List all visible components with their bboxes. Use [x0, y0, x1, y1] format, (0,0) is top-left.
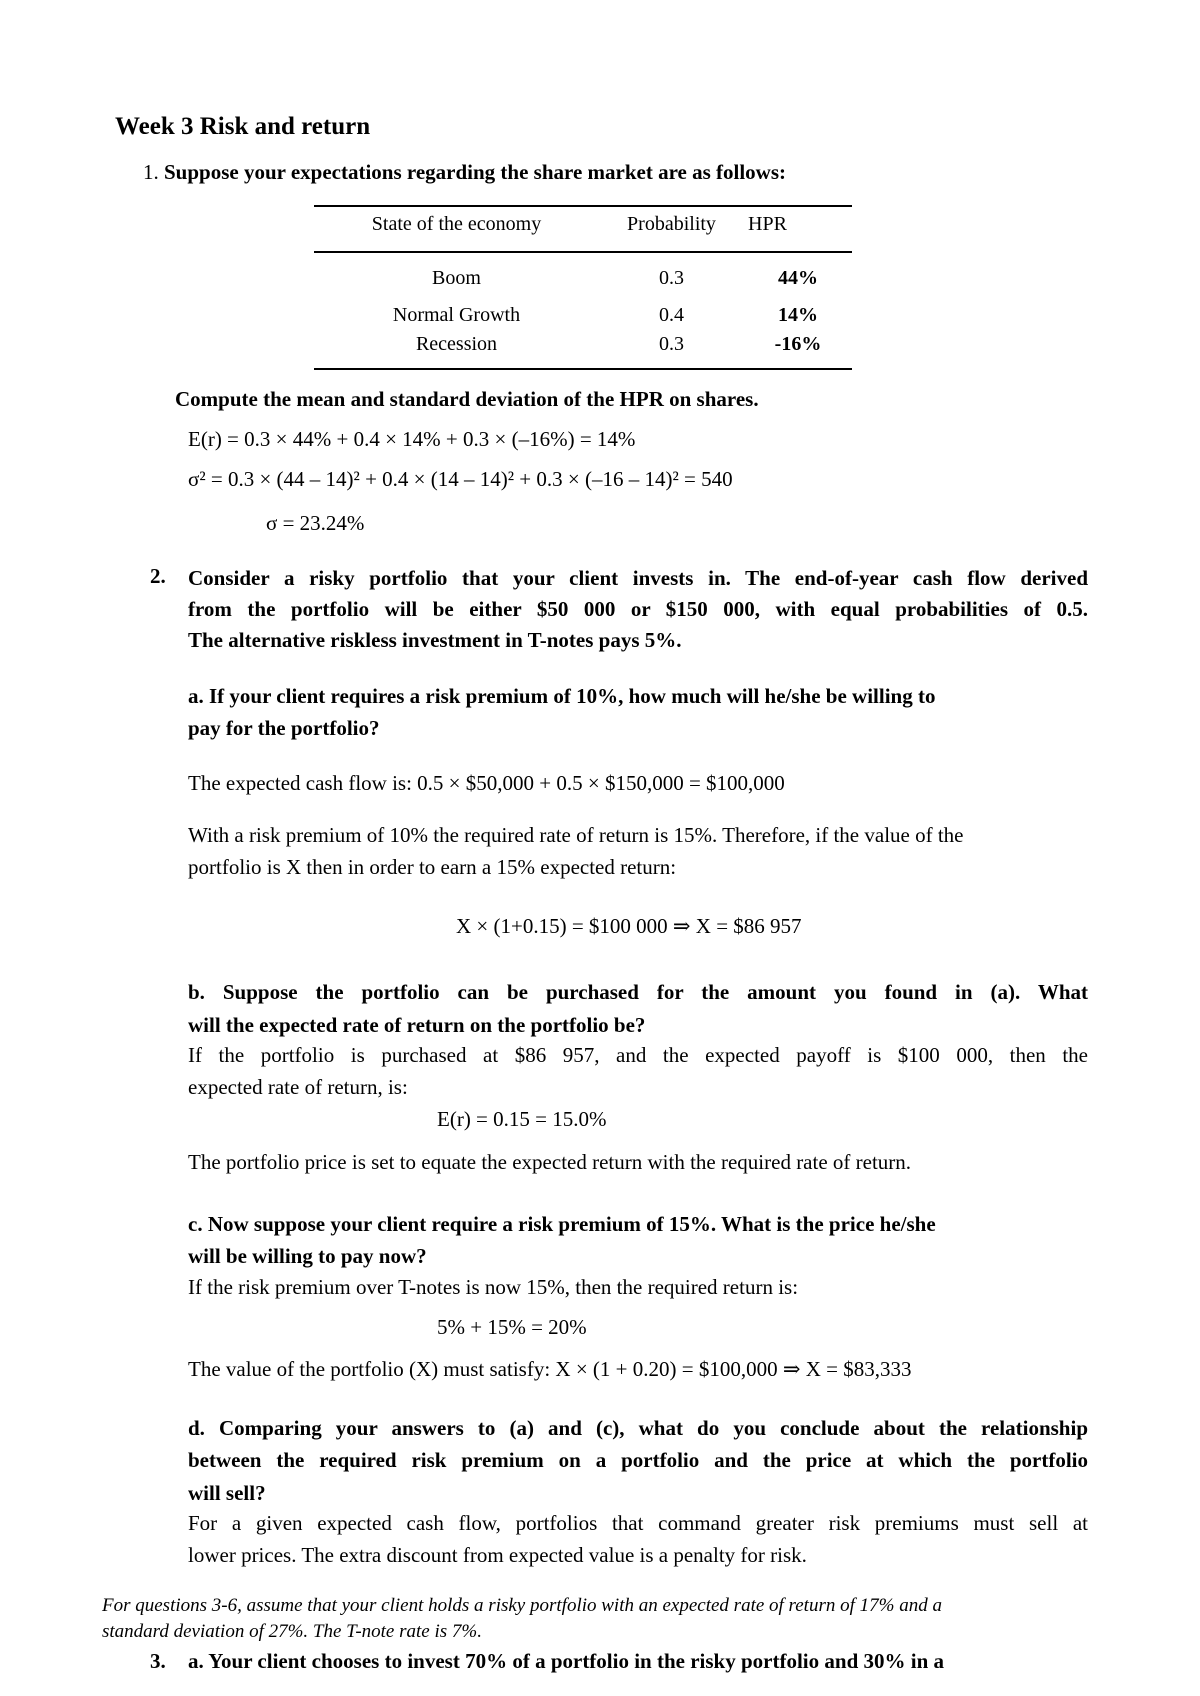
table-header-probability: Probability	[599, 206, 744, 252]
table-cell: Normal Growth	[392, 304, 521, 326]
q2d-line-2: between the required risk premium on a portfolio and the price at which the portfolio	[188, 1448, 1088, 1472]
q2a-answer-line-2: portfolio is X then in order to earn a 15% expected return:	[188, 855, 677, 879]
table-cell: -16%	[744, 327, 852, 369]
table-cell: 14%	[778, 304, 818, 326]
q2b-line-2: will the expected rate of return on the portfolio be?	[188, 1013, 646, 1037]
q1-question: Compute the mean and standard deviation of the HPR on shares.	[175, 387, 759, 411]
q1-prompt-text: Suppose your expectations regarding the share market are as follows:	[164, 160, 787, 184]
q2a-line-1: a. If your client requires a risk premium of 10%, how much will he/she be willing to	[188, 684, 936, 708]
q3-number: 3.	[150, 1649, 166, 1673]
q2-line-2: from the portfolio will be either $50 000 or $150 000, with equal probabilities of 0.5.	[188, 597, 1088, 621]
q2b-answer-line-2: expected rate of return, is:	[188, 1075, 408, 1099]
q2d-answer-line-2: lower prices. The extra discount from expected value is a penalty for risk.	[188, 1543, 807, 1567]
q1-answer-mean: E(r) = 0.3 × 44% + 0.4 × 14% + 0.3 × (–16%) = 14%	[188, 427, 636, 451]
q2-line-1: Consider a risky portfolio that your client invests in. The end-of-year cash flow derived	[188, 566, 1088, 590]
q2c-line-2: will be willing to pay now?	[188, 1244, 427, 1268]
table-cell: Recession	[314, 327, 599, 369]
table-cell: 0.4	[659, 304, 684, 326]
q2a-answer-cashflow: The expected cash flow is: 0.5 × $50,000 + 0.5 × $150,000 = $100,000	[188, 771, 785, 795]
q2d-line-1: d. Comparing your answers to (a) and (c), what do you conclude about the relationship	[188, 1416, 1088, 1440]
q2a-answer-line-1: With a risk premium of 10% the required rate of return is 15%. Therefore, if the value of the	[188, 823, 964, 847]
q1-number: 1.	[143, 160, 159, 184]
q2b-answer-line-1: If the portfolio is purchased at $86 957, and the expected payoff is $100 000, then the	[188, 1043, 1088, 1067]
q2d-answer-line-1: For a given expected cash flow, portfolios that command greater risk premiums must sell at	[188, 1511, 1088, 1535]
table-row	[314, 327, 852, 369]
q2c-answer-line-2: The value of the portfolio (X) must satisfy: X × (1 + 0.20) = $100,000 ⇒ X = $83,333	[188, 1357, 912, 1381]
note-line-2: standard deviation of 27%. The T-note rate is 7%.	[102, 1621, 482, 1642]
note-line-1: For questions 3-6, assume that your client holds a risky portfolio with an expected rate of return of 17% and a	[102, 1595, 942, 1616]
q2a-line-2: pay for the portfolio?	[188, 716, 380, 740]
q2-number: 2.	[150, 564, 166, 588]
page-title: Week 3 Risk and return	[115, 113, 371, 140]
table-header-state: State of the economy	[314, 206, 599, 252]
table-row	[314, 290, 852, 327]
table-header-row	[314, 206, 852, 252]
q2c-line-1: c. Now suppose your client require a risk premium of 15%. What is the price he/she	[188, 1212, 936, 1236]
q2a-equation: X × (1+0.15) = $100 000 ⇒ X = $86 957	[456, 914, 802, 938]
q2c-equation: 5% + 15% = 20%	[437, 1315, 587, 1339]
q2b-answer-conclusion: The portfolio price is set to equate the expected return with the required rate of return.	[188, 1150, 912, 1174]
q2b-equation: E(r) = 0.15 = 15.0%	[437, 1107, 607, 1131]
table-cell: Boom	[432, 267, 481, 289]
table-header-hpr: HPR	[744, 206, 852, 252]
q2-line-3: The alternative riskless investment in T-notes pays 5%.	[188, 628, 682, 652]
hpr-table	[314, 205, 852, 370]
q2b-line-1: b. Suppose the portfolio can be purchased for the amount you found in (a). What	[188, 980, 1088, 1004]
q1-prompt	[143, 160, 786, 185]
table-cell: 0.3	[599, 327, 744, 369]
table-cell: 0.3	[659, 267, 684, 289]
q1-answer-variance: σ² = 0.3 × (44 – 14)² + 0.4 × (14 – 14)² + 0.3 × (–16 – 14)² = 540	[188, 467, 733, 491]
q3-text: a. Your client chooses to invest 70% of a portfolio in the risky portfolio and 30% in a	[188, 1649, 945, 1673]
q2d-line-3: will sell?	[188, 1481, 266, 1505]
table-row	[314, 252, 852, 290]
table-cell: 44%	[778, 267, 818, 289]
q2c-answer-line-1: If the risk premium over T-notes is now 15%, then the required return is:	[188, 1275, 799, 1299]
q1-answer-sd: σ = 23.24%	[266, 511, 365, 535]
